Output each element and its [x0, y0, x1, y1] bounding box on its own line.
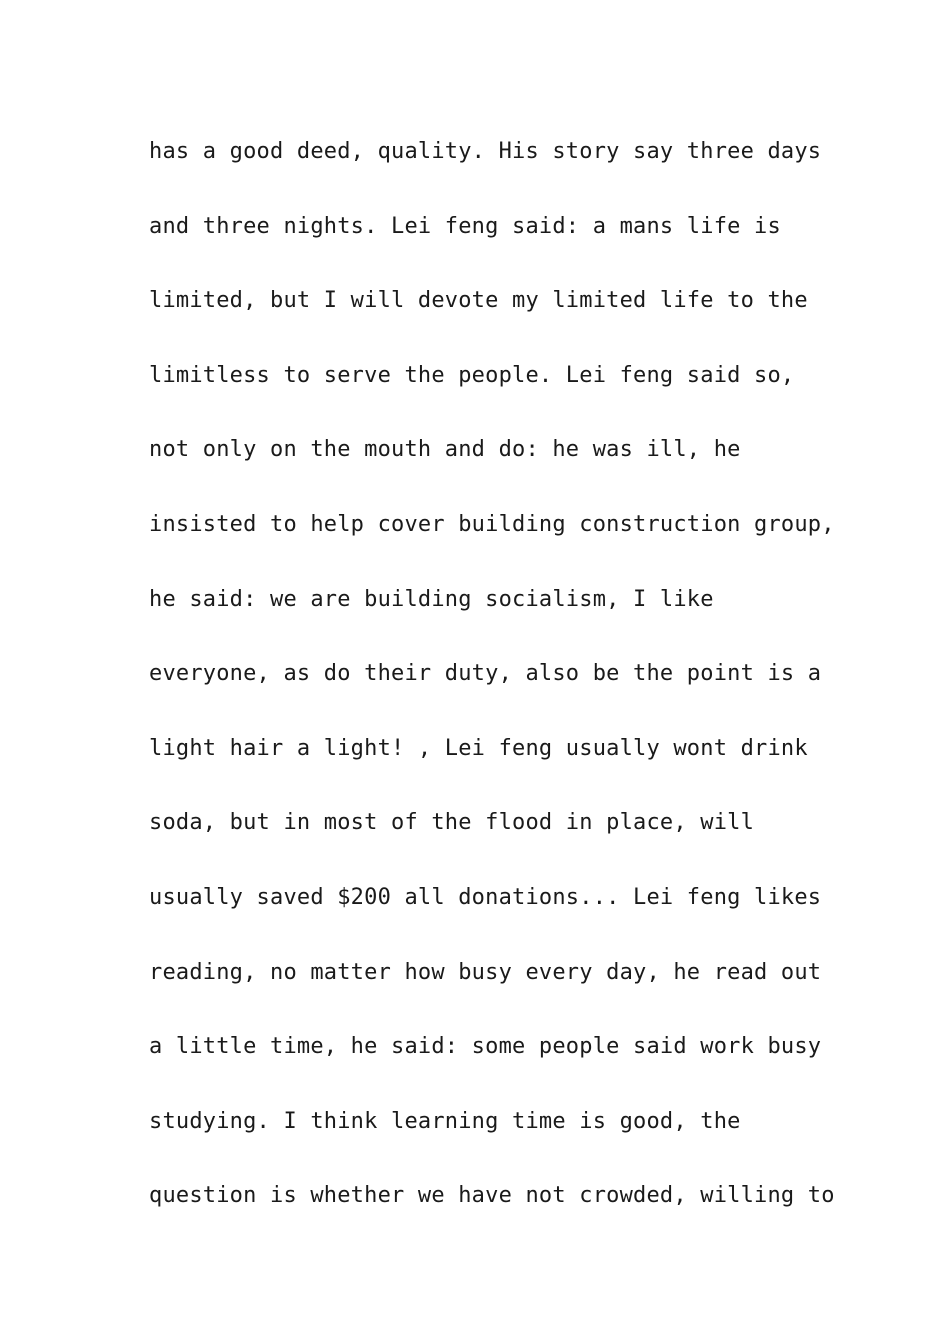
text-line: question is whether we have not crowded, willing to	[149, 1183, 835, 1209]
text-line: a little time, he said: some people said work busy	[149, 1034, 822, 1060]
body-text	[149, 136, 835, 1255]
text-line: not only on the mouth and do: he was ill, he	[149, 437, 741, 463]
text-line: insisted to help cover building construction group,	[149, 511, 835, 537]
text-line: reading, no matter how busy every day, he read out	[149, 959, 822, 985]
text-line: he said: we are building socialism, I like	[149, 586, 714, 612]
text-line: usually saved $200 all donations... Lei feng likes	[149, 884, 822, 910]
text-line: studying. I think learning time is good, the	[149, 1108, 741, 1134]
text-line: has a good deed, quality. His story say three days	[149, 139, 822, 164]
text-line: and three nights. Lei feng said: a mans life is	[149, 213, 781, 239]
text-line: limitless to serve the people. Lei feng said so,	[149, 362, 795, 388]
text-line: limited, but I will devote my limited life to the	[149, 288, 808, 314]
text-line: soda, but in most of the flood in place, will	[149, 810, 755, 836]
text-line: everyone, as do their duty, also be the point is a	[149, 661, 822, 687]
text-line: light hair a light! , Lei feng usually wont drink	[149, 735, 808, 761]
